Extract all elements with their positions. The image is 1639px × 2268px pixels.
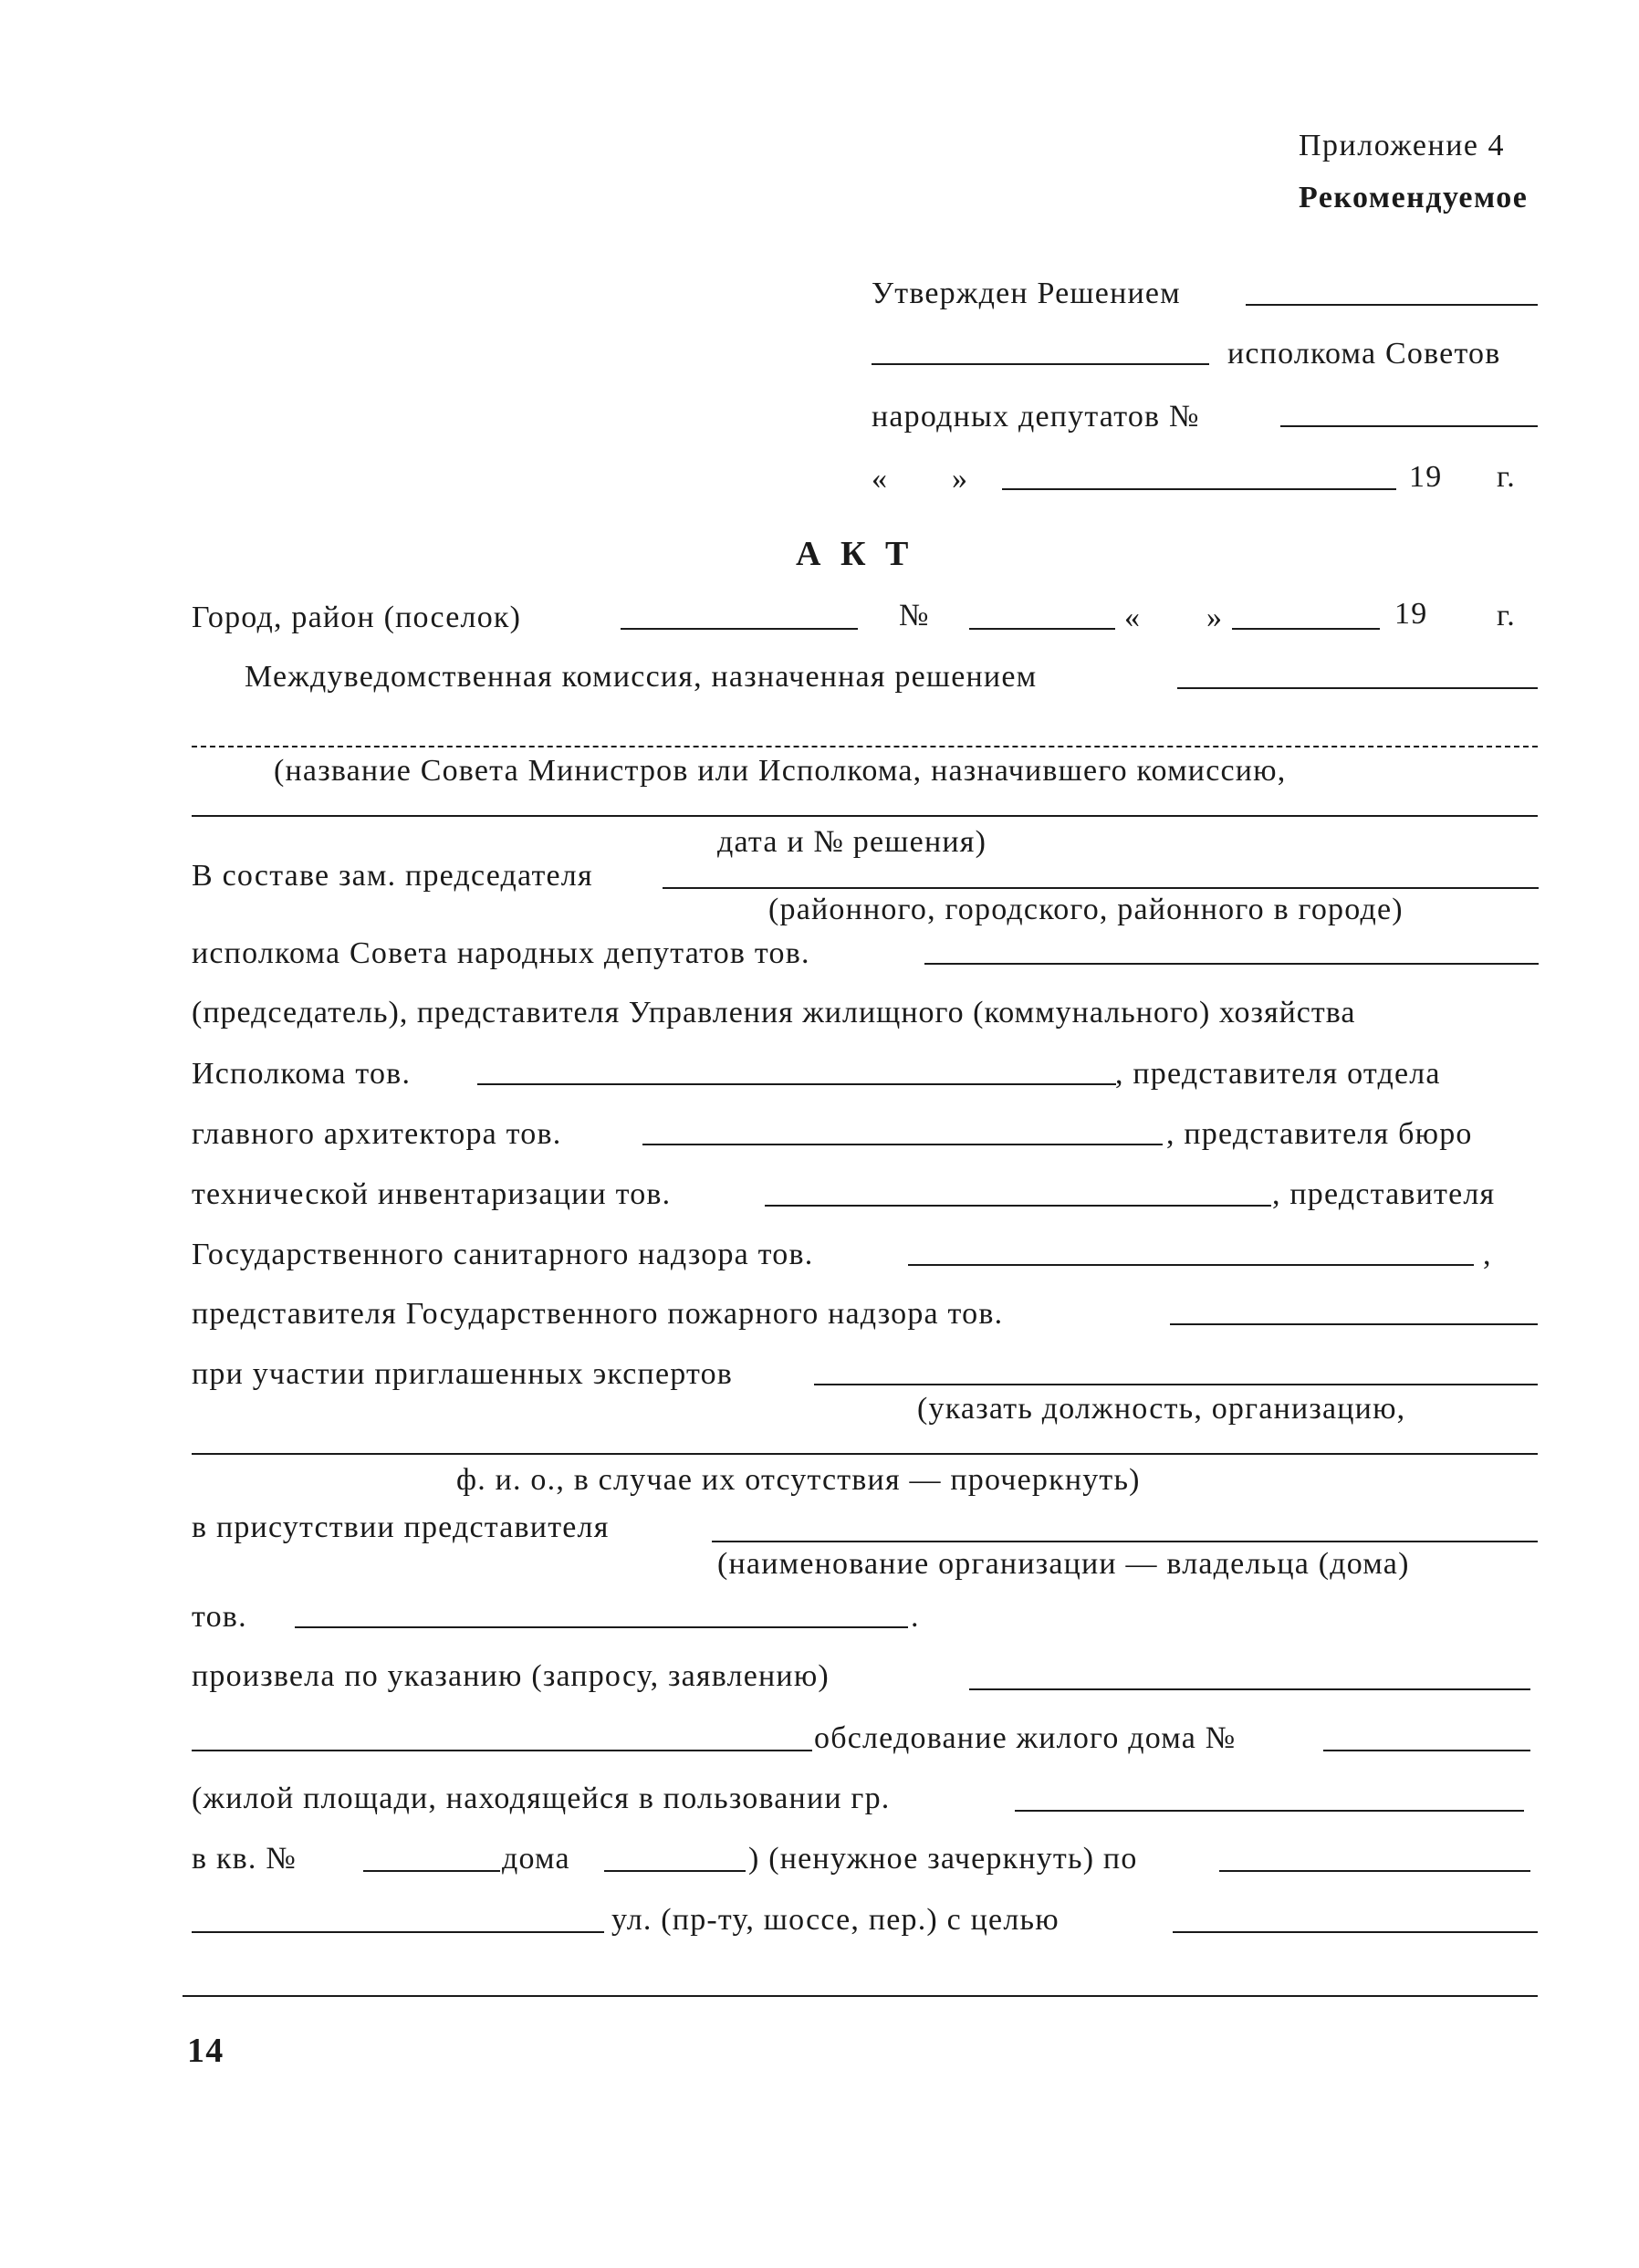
ispolkom-label: Исполкома тов. [192,1057,412,1091]
fire-label: представителя Государственного пожарного надзора тов. [192,1297,1004,1331]
commission-label: Междуведомственная комиссия, назначенная решением [245,660,1038,694]
apt-label: в кв. № [192,1842,297,1876]
act-quote-close: » [1206,601,1224,634]
inspection-label: обследование жилого дома № [814,1721,1237,1755]
chairman-line: (председатель), представителя Управления жилищного (коммунального) хозяйства [192,996,1356,1029]
purpose-blank[interactable] [1173,1931,1538,1933]
purpose-blank-2[interactable] [183,1995,1538,1997]
note-council: (название Совета Министров или Исполкома, назначившего комиссию, [274,754,1287,788]
chief-arch-label: главного архитектора тов. [192,1117,562,1151]
document-title: А К Т [796,535,914,573]
commission-decision-blank[interactable] [1177,687,1538,689]
fire-blank[interactable] [1170,1323,1538,1325]
approval-quote-open: « [872,462,889,496]
approval-line1: Утвержден Решением [872,277,1181,310]
house-label: дома [502,1842,570,1876]
approval-decision-blank[interactable] [1246,304,1538,306]
approval-line3: народных депутатов № [872,400,1200,434]
cross-out-label: ) (ненужное зачеркнуть) по [748,1842,1138,1876]
approval-number-blank[interactable] [1280,425,1538,427]
performed-label: произвела по указанию (запросу, заявлению) [192,1659,830,1693]
citizen-blank[interactable] [1015,1810,1524,1812]
note-fio: ф. и. о., в случае их отсутствия — прочеркнуть) [456,1463,1141,1497]
experts-label: при участии приглашенных экспертов [192,1357,734,1391]
rep-label: , представителя [1272,1177,1496,1211]
deputy-chairman-blank[interactable] [663,887,1539,889]
approval-g: г. [1497,460,1517,494]
appendix-label: Приложение 4 [1299,129,1505,162]
act-number-blank[interactable] [969,628,1115,630]
tov-dot: . [911,1600,920,1634]
experts-blank[interactable] [814,1384,1538,1385]
performed-blank[interactable] [969,1688,1530,1690]
apt-number-blank[interactable] [363,1870,500,1872]
request-blank[interactable] [192,1750,812,1751]
approval-ispolkom-blank[interactable] [872,363,1209,365]
presence-blank[interactable] [712,1541,1538,1542]
living-space-label: (жилой площади, находящейся в пользовании гр. [192,1782,891,1815]
act-quote-open: « [1124,601,1142,634]
sanitary-label: Государственного санитарного надзора тов. [192,1238,814,1271]
note-owner: (наименование организации — владельца (дома) [717,1547,1410,1581]
note-date: дата и № решения) [717,825,987,859]
appendix-status: Рекомендуемое [1299,181,1529,214]
decision-date-blank[interactable] [192,815,1538,817]
act-year: 19 [1394,597,1428,631]
note-district: (районного, городского, районного в городе) [768,893,1404,926]
sanitary-blank[interactable] [908,1264,1474,1266]
act-date-blank[interactable] [1232,628,1380,630]
council-name-blank[interactable] [192,746,1538,747]
address-blank[interactable] [1219,1870,1530,1872]
approval-quote-close: » [952,462,969,496]
composition-label: В составе зам. председателя [192,859,593,893]
sanitary-comma: , [1483,1238,1492,1271]
rep-dept: , представителя отдела [1115,1057,1441,1091]
tov-label: тов. [192,1600,247,1634]
chief-arch-blank[interactable] [642,1144,1163,1145]
tech-inv-blank[interactable] [765,1205,1271,1207]
approval-year: 19 [1409,460,1443,494]
ispolkom-rep-blank[interactable] [477,1083,1116,1085]
approval-date-blank[interactable] [1002,488,1396,490]
street-blank[interactable] [192,1931,604,1933]
act-g: г. [1497,599,1517,632]
act-number-sign: № [899,599,930,632]
council-line: исполкома Совета народных депутатов тов. [192,936,810,970]
house-number-blank[interactable] [1323,1750,1530,1751]
council-rep-blank[interactable] [924,963,1539,965]
street-label: ул. (пр-ту, шоссе, пер.) с целью [611,1903,1060,1937]
note-position: (указать должность, организацию, [917,1392,1406,1426]
house-blank[interactable] [604,1870,746,1872]
presence-label: в присутствии представителя [192,1510,610,1544]
experts-blank-2[interactable] [192,1453,1538,1455]
rep-bureau: , представителя бюро [1166,1117,1473,1151]
tech-inv-label: технической инвентаризации тов. [192,1177,672,1211]
page-number: 14 [187,2032,224,2070]
approval-line2: исполкома Советов [1227,337,1501,371]
tov-blank[interactable] [295,1626,908,1628]
city-district-blank[interactable] [621,628,858,630]
city-district-label: Город, район (поселок) [192,601,522,634]
